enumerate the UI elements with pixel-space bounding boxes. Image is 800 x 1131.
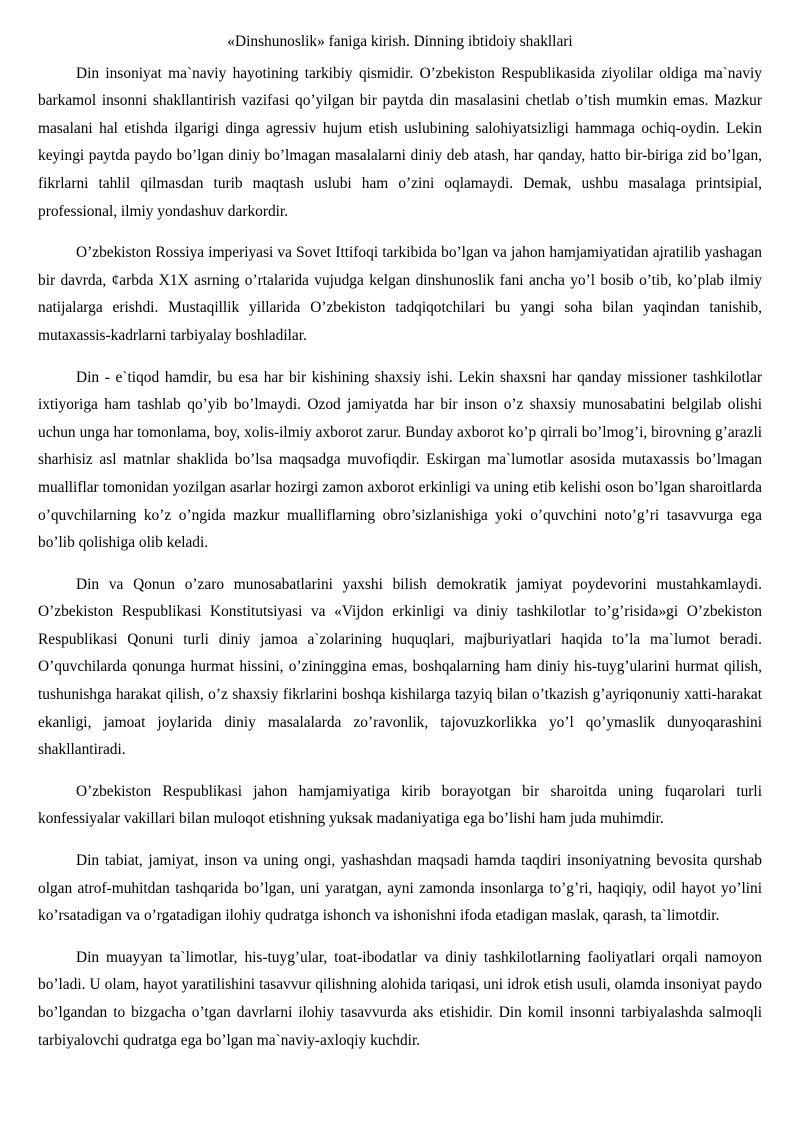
paragraph-4: Din va Qonun o’zaro munosabatlarini yaxshi bilish demokratik jamiyat poydevorini mustahkamlaydi. O’zbekiston Respublikasi Konstitutsiyasi va «Vijdon erkinligi va diniy tashkilotlar to’g’risida»gi O’zbekiston Respublikasi Qonuni turli diniy jamoa a`zolarining huquqlari, majburiyatlari haqida to’la ma`lumot beradi. O’quvchilarda qonunga hurmat hissini, o’zininggina emas, boshqalarning ham diniy his-tuyg’ularini hurmat qilish, tushunishga harakat qilish, o’z shaxsiy fikrlarini boshqa kishilarga tazyiq bilan o’tkazish g’ayriqonuniy xatti-harakat ekanligi, jamoat joylarida diniy masalalarda zo’ravonlik, tajovuzkorlikka yo’l qo’ymaslik dunyoqarashini shakllantiradi. bbox=[38, 575, 762, 759]
document-page bbox=[38, 28, 762, 1068]
document-title: «Dinshunoslik» faniga kirish. Dinning ibtidoiy shakllari bbox=[227, 33, 573, 50]
paragraph-5: O’zbekiston Respublikasi jahon hamjamiyatiga kirib borayotgan bir sharoitda uning fuqarolari turli konfessiyalar vakillari bilan muloqot etishning yuksak madaniyatiga ega bo’lishi ham juda muhimdir. bbox=[38, 782, 762, 828]
paragraph-1: Din insoniyat ma`naviy hayotining tarkibiy qismidir. O’zbekiston Respublikasida ziyolilar oldiga ma`naviy barkamol insonni shakllantirish vazifasi qo’yilgan bir paytda din masalasini chetlab o’tish mumkin emas. Mazkur masalani hal etishda ilgarigi dinga agressiv hujum etish uslubining salohiyatsizligi hammaga ochiq-oydin. Lekin keyingi paytda paydo bo’lgan diniy bo’lmagan masalalarni diniy deb atash, har qanday, hatto bir-biriga zid bo’lgan, fikrlarni tahlil qilmasdan turib maqtash uslubi ham o’zini oqlamaydi. Demak, ushbu masalaga printsipial, professional, ilmiy yondashuv darkordir. bbox=[38, 64, 762, 220]
paragraph-7: Din muayyan ta`limotlar, his-tuyg’ular, toat-ibodatlar va diniy tashkilotlarning faoliyatlari orqali namoyon bo’ladi. U olam, hayot yaratilishini tasavvur qilishning alohida tariqasi, uni idrok etish usuli, olamda insoniyat paydo bo’lgandan to bizgacha o’tgan davrlarni ilohiy tasavvurda aks etishidir. Din komil insonni tarbiyalashda salmoqli tarbiyalovchi qudratga ega bo’lgan ma`naviy-axloqiy kuchdir. bbox=[38, 948, 762, 1049]
paragraph-6: Din tabiat, jamiyat, inson va uning ongi, yashashdan maqsadi hamda taqdiri insoniyatning bevosita qurshab olgan atrof-muhitdan tashqarida bo’lgan, uni yaratgan, ayni zamonda insonlarga to’g’ri, haqiqiy, odil hayot yo’lini ko’rsatadigan va o’rgatadigan ilohiy qudratga ishonch va ishonishni ifoda etadigan maslak, qarash, ta`limotdir. bbox=[38, 852, 762, 925]
paragraph-3: Din - e`tiqod hamdir, bu esa har bir kishining shaxsiy ishi. Lekin shaxsni har qanday missioner tashkilotlar ixtiyoriga ham tashlab qo’yib bo’lmaydi. Ozod jamiyatda har bir inson o’z shaxsiy munosabatini belgilab olishi uchun unga har tomonlama, boy, xolis-ilmiy axborot zarur. Bunday axborot ko’p qirrali bo’lmog’i, birovning g’arazli sharhisiz asl matnlar shaklida bo’lsa maqsadga muvofiqdir. Eskirgan ma`lumotlar asosida mutaxassis bo’lmagan mualliflar tomonidan yozilgan asarlar hozirgi zamon axborot erkinligi va uning etib kelishi oson bo’lgan sharoitlarda o’quvchilarning ko’z o’ngida mazkur mualliflarning obro’sizlanishiga yoki o’quvchini noto’g’ri tasavvurga ega bo’lib qolishiga olib keladi. bbox=[38, 368, 762, 552]
paragraph-2: O’zbekiston Rossiya imperiyasi va Sovet Ittifoqi tarkibida bo’lgan va jahon hamjamiyatidan ajratilib yashagan bir davrda, ¢arbda X1X asrning o’rtalarida vujudga kelgan dinshunoslik fani ancha yo’l bosib o’tib, ko’plab ilmiy natijalarga erishdi. Mustaqillik yillarida O’zbekiston tadqiqotchilari bu yangi soha bilan yaqindan tanishib, mutaxassis-kadrlarni tarbiyalay boshladilar. bbox=[38, 244, 762, 344]
